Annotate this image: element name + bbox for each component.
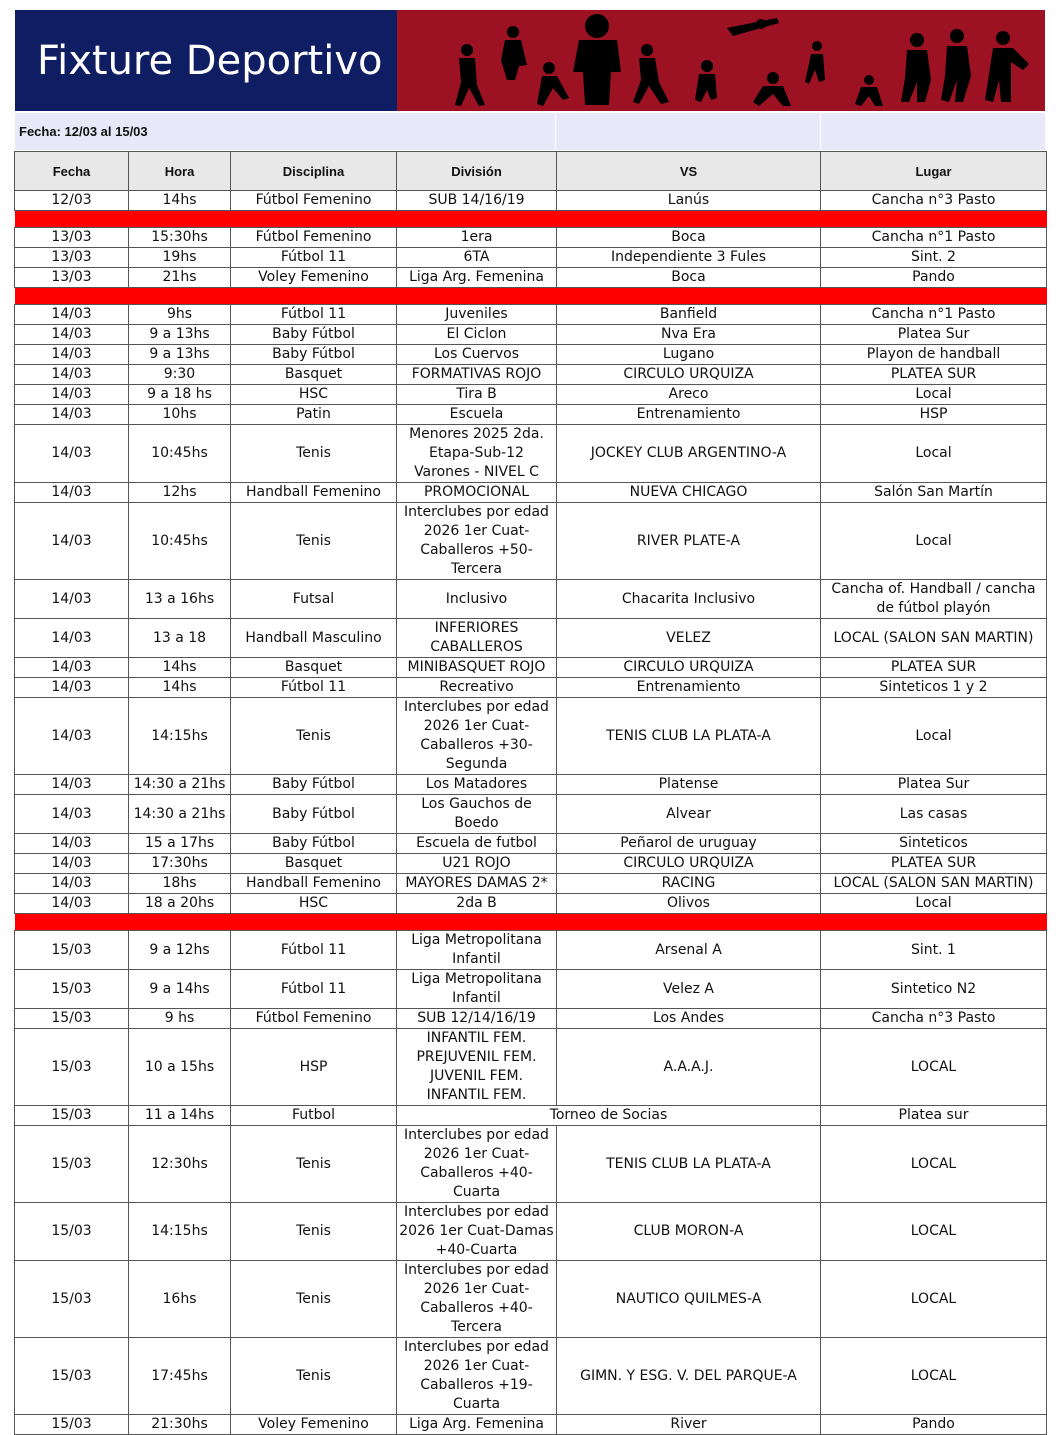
title-panel	[15, 10, 397, 111]
cell-hora: 10 a 15hs	[129, 1029, 231, 1106]
cell-vs: TENIS CLUB LA PLATA-A	[557, 1126, 821, 1203]
cell-lugar: LOCAL	[821, 1261, 1047, 1338]
cell-division: INFANTIL FEM. PREJUVENIL FEM. JUVENIL FEM. INFANTIL FEM.	[397, 1029, 557, 1106]
cell-fecha: 14/03	[15, 580, 129, 619]
cell-division: 2da B	[397, 894, 557, 914]
cell-hora: 9 a 13hs	[129, 325, 231, 345]
cell-hora: 12:30hs	[129, 1126, 231, 1203]
cell-disciplina: Fútbol 11	[231, 248, 397, 268]
cell-hora: 10:45hs	[129, 425, 231, 483]
date-row-spacer	[556, 113, 821, 150]
cell-lugar: Local	[821, 698, 1047, 775]
cell-division: Escuela de futbol	[397, 834, 557, 854]
cell-lugar: Sint. 1	[821, 931, 1047, 970]
cell-vs: Platense	[557, 775, 821, 795]
cell-hora: 14:15hs	[129, 698, 231, 775]
cell-fecha: 15/03	[15, 1415, 129, 1435]
cell-disciplina: Tenis	[231, 1203, 397, 1261]
table-row	[15, 248, 1047, 268]
cell-hora: 21hs	[129, 268, 231, 288]
table-row	[15, 894, 1047, 914]
cell-hora: 14hs	[129, 191, 231, 211]
table-row	[15, 268, 1047, 288]
table-row	[15, 425, 1047, 483]
cell-lugar: LOCAL	[821, 1126, 1047, 1203]
cell-lugar: Sint. 2	[821, 248, 1047, 268]
cell-lugar: HSP	[821, 405, 1047, 425]
cell-disciplina: Fútbol Femenino	[231, 1009, 397, 1029]
cell-vs: Boca	[557, 228, 821, 248]
cell-division: 1era	[397, 228, 557, 248]
cell-vs: Entrenamiento	[557, 405, 821, 425]
table-row	[15, 191, 1047, 211]
page-title: Fixture Deportivo	[37, 37, 383, 84]
table-row	[15, 775, 1047, 795]
cell-disciplina: Baby Fútbol	[231, 834, 397, 854]
cell-vs: CLUB MORON-A	[557, 1203, 821, 1261]
cell-disciplina: Handball Femenino	[231, 483, 397, 503]
cell-hora: 9 a 13hs	[129, 345, 231, 365]
cell-fecha: 15/03	[15, 931, 129, 970]
cell-vs: GIMN. Y ESG. V. DEL PARQUE-A	[557, 1338, 821, 1415]
cell-vs: Entrenamiento	[557, 678, 821, 698]
cell-hora: 14hs	[129, 658, 231, 678]
cell-vs: RIVER PLATE-A	[557, 503, 821, 580]
cell-division: El Ciclon	[397, 325, 557, 345]
cell-disciplina: Tenis	[231, 1126, 397, 1203]
cell-division: U21 ROJO	[397, 854, 557, 874]
cell-fecha: 14/03	[15, 834, 129, 854]
cell-vs: Nva Era	[557, 325, 821, 345]
cell-lugar: Las casas	[821, 795, 1047, 834]
cell-fecha: 13/03	[15, 268, 129, 288]
cell-fecha: 14/03	[15, 385, 129, 405]
cell-disciplina: Patin	[231, 405, 397, 425]
cell-division: Inclusivo	[397, 580, 557, 619]
cell-vs: Peñarol de uruguay	[557, 834, 821, 854]
athletes-silhouettes-image	[397, 10, 1045, 111]
cell-vs: River	[557, 1415, 821, 1435]
cell-lugar: Sinteticos	[821, 834, 1047, 854]
cell-lugar: PLATEA SUR	[821, 658, 1047, 678]
cell-hora: 9 a 12hs	[129, 931, 231, 970]
cell-vs: Banfield	[557, 305, 821, 325]
cell-disciplina: Baby Fútbol	[231, 795, 397, 834]
table-row	[15, 365, 1047, 385]
cell-vs: Boca	[557, 268, 821, 288]
cell-division: SUB 14/16/19	[397, 191, 557, 211]
table-row	[15, 1029, 1047, 1106]
cell-disciplina: Fútbol 11	[231, 305, 397, 325]
cell-division: Los Gauchos de Boedo	[397, 795, 557, 834]
cell-fecha: 15/03	[15, 1261, 129, 1338]
cell-fecha: 14/03	[15, 345, 129, 365]
date-range-label: Fecha: 12/03 al 15/03	[15, 113, 556, 150]
table-row	[15, 1009, 1047, 1029]
table-body	[15, 191, 1047, 1435]
cell-lugar: Playon de handball	[821, 345, 1047, 365]
fixture-table	[14, 151, 1047, 1435]
table-row	[15, 795, 1047, 834]
cell-hora: 21:30hs	[129, 1415, 231, 1435]
cell-division: INFERIORES CABALLEROS	[397, 619, 557, 658]
cell-division: FORMATIVAS ROJO	[397, 365, 557, 385]
cell-disciplina: Voley Femenino	[231, 1415, 397, 1435]
column-header-disciplina: Disciplina	[231, 152, 397, 191]
cell-fecha: 14/03	[15, 305, 129, 325]
cell-hora: 19hs	[129, 248, 231, 268]
cell-vs: TENIS CLUB LA PLATA-A	[557, 698, 821, 775]
cell-disciplina: Futbol	[231, 1106, 397, 1126]
column-header-lugar: Lugar	[821, 152, 1047, 191]
cell-lugar: Pando	[821, 1415, 1047, 1435]
table-row	[15, 698, 1047, 775]
cell-fecha: 15/03	[15, 1029, 129, 1106]
cell-lugar: Cancha n°1 Pasto	[821, 228, 1047, 248]
cell-fecha: 14/03	[15, 795, 129, 834]
cell-fecha: 14/03	[15, 775, 129, 795]
table-row	[15, 931, 1047, 970]
table-row	[15, 580, 1047, 619]
column-header-vs: VS	[557, 152, 821, 191]
cell-division: Interclubes por edad 2026 1er Cuat-Caballeros +50-Tercera	[397, 503, 557, 580]
table-row	[15, 228, 1047, 248]
cell-lugar: Platea Sur	[821, 325, 1047, 345]
cell-disciplina: HSC	[231, 385, 397, 405]
day-separator-row	[15, 914, 1047, 931]
cell-hora: 9:30	[129, 365, 231, 385]
cell-division: Interclubes por edad 2026 1er Cuat-Caballeros +30-Segunda	[397, 698, 557, 775]
cell-disciplina: Baby Fútbol	[231, 345, 397, 365]
cell-disciplina: Tenis	[231, 698, 397, 775]
cell-disciplina: Basquet	[231, 854, 397, 874]
cell-fecha: 14/03	[15, 698, 129, 775]
cell-division: Liga Metropolitana Infantil	[397, 931, 557, 970]
table-row	[15, 1126, 1047, 1203]
cell-lugar: Platea sur	[821, 1106, 1047, 1126]
cell-fecha: 14/03	[15, 503, 129, 580]
cell-fecha: 13/03	[15, 228, 129, 248]
cell-division: Juveniles	[397, 305, 557, 325]
cell-fecha: 14/03	[15, 894, 129, 914]
cell-lugar: Local	[821, 894, 1047, 914]
cell-fecha: 14/03	[15, 874, 129, 894]
cell-division: Los Cuervos	[397, 345, 557, 365]
cell-lugar: Cancha n°3 Pasto	[821, 191, 1047, 211]
cell-hora: 14:30 a 21hs	[129, 795, 231, 834]
cell-vs: CIRCULO URQUIZA	[557, 854, 821, 874]
cell-lugar: LOCAL	[821, 1029, 1047, 1106]
cell-vs: Los Andes	[557, 1009, 821, 1029]
cell-hora: 14:15hs	[129, 1203, 231, 1261]
cell-vs: VELEZ	[557, 619, 821, 658]
sports-silhouettes-icon	[397, 10, 1045, 111]
cell-vs: Alvear	[557, 795, 821, 834]
cell-hora: 9 a 14hs	[129, 970, 231, 1009]
cell-vs: NUEVA CHICAGO	[557, 483, 821, 503]
cell-lugar: Local	[821, 503, 1047, 580]
cell-hora: 9hs	[129, 305, 231, 325]
cell-division: Los Matadores	[397, 775, 557, 795]
cell-division: Liga Arg. Femenina	[397, 1415, 557, 1435]
table-row	[15, 619, 1047, 658]
cell-disciplina: HSP	[231, 1029, 397, 1106]
cell-disciplina: HSC	[231, 894, 397, 914]
table-row	[15, 325, 1047, 345]
cell-disciplina: Tenis	[231, 503, 397, 580]
cell-lugar: Salón San Martín	[821, 483, 1047, 503]
cell-division: MINIBASQUET ROJO	[397, 658, 557, 678]
table-row	[15, 385, 1047, 405]
cell-disciplina: Fútbol 11	[231, 970, 397, 1009]
cell-division: 6TA	[397, 248, 557, 268]
cell-vs: Velez A	[557, 970, 821, 1009]
table-row	[15, 854, 1047, 874]
cell-disciplina: Basquet	[231, 658, 397, 678]
cell-division: SUB 12/14/16/19	[397, 1009, 557, 1029]
cell-disciplina: Tenis	[231, 1261, 397, 1338]
cell-vs: Olivos	[557, 894, 821, 914]
cell-vs: NAUTICO QUILMES-A	[557, 1261, 821, 1338]
day-separator-row	[15, 211, 1047, 228]
table-row	[15, 1261, 1047, 1338]
cell-lugar: LOCAL (SALON SAN MARTIN)	[821, 619, 1047, 658]
cell-disciplina: Voley Femenino	[231, 268, 397, 288]
day-separator	[15, 914, 1047, 931]
cell-division: Interclubes por edad 2026 1er Cuat-Damas +40-Cuarta	[397, 1203, 557, 1261]
cell-disciplina: Fútbol 11	[231, 931, 397, 970]
cell-vs: RACING	[557, 874, 821, 894]
cell-disciplina: Baby Fútbol	[231, 775, 397, 795]
cell-hora: 16hs	[129, 1261, 231, 1338]
cell-vs: Independiente 3 Fules	[557, 248, 821, 268]
cell-disciplina: Baby Fútbol	[231, 325, 397, 345]
cell-fecha: 15/03	[15, 1203, 129, 1261]
cell-disciplina: Futsal	[231, 580, 397, 619]
table-header-row	[15, 152, 1047, 191]
cell-vs: A.A.A.J.	[557, 1029, 821, 1106]
table-row	[15, 1415, 1047, 1435]
cell-lugar: Local	[821, 425, 1047, 483]
table-row	[15, 1106, 1047, 1126]
day-separator-row	[15, 288, 1047, 305]
cell-vs: Lanús	[557, 191, 821, 211]
cell-hora: 10hs	[129, 405, 231, 425]
cell-division: Menores 2025 2da. Etapa-Sub-12 Varones - NIVEL C	[397, 425, 557, 483]
column-header-hora: Hora	[129, 152, 231, 191]
cell-fecha: 14/03	[15, 425, 129, 483]
cell-division: Interclubes por edad 2026 1er Cuat-Caballeros +19-Cuarta	[397, 1338, 557, 1415]
cell-lugar: Platea Sur	[821, 775, 1047, 795]
cell-disciplina: Handball Femenino	[231, 874, 397, 894]
table-row	[15, 483, 1047, 503]
cell-lugar: LOCAL	[821, 1338, 1047, 1415]
cell-hora: 18hs	[129, 874, 231, 894]
cell-disciplina: Basquet	[231, 365, 397, 385]
table-row	[15, 874, 1047, 894]
cell-lugar: Sintetico N2	[821, 970, 1047, 1009]
cell-fecha: 14/03	[15, 658, 129, 678]
cell-vs: CIRCULO URQUIZA	[557, 365, 821, 385]
cell-lugar: LOCAL (SALON SAN MARTIN)	[821, 874, 1047, 894]
cell-hora: 12hs	[129, 483, 231, 503]
cell-division: MAYORES DAMAS 2*	[397, 874, 557, 894]
cell-lugar: Pando	[821, 268, 1047, 288]
cell-lugar: Sinteticos 1 y 2	[821, 678, 1047, 698]
cell-disciplina: Tenis	[231, 425, 397, 483]
table-row	[15, 1203, 1047, 1261]
cell-fecha: 15/03	[15, 1126, 129, 1203]
column-header-fecha: Fecha	[15, 152, 129, 191]
table-row	[15, 1338, 1047, 1415]
cell-vs: JOCKEY CLUB ARGENTINO-A	[557, 425, 821, 483]
cell-division-vs: Torneo de Socias	[397, 1106, 821, 1126]
cell-fecha: 14/03	[15, 854, 129, 874]
cell-hora: 9 hs	[129, 1009, 231, 1029]
cell-fecha: 14/03	[15, 325, 129, 345]
cell-fecha: 14/03	[15, 405, 129, 425]
cell-hora: 10:45hs	[129, 503, 231, 580]
table-row	[15, 503, 1047, 580]
table-row	[15, 658, 1047, 678]
cell-fecha: 12/03	[15, 191, 129, 211]
cell-hora: 17:30hs	[129, 854, 231, 874]
cell-hora: 15:30hs	[129, 228, 231, 248]
cell-hora: 13 a 16hs	[129, 580, 231, 619]
cell-disciplina: Fútbol Femenino	[231, 191, 397, 211]
day-separator	[15, 288, 1047, 305]
cell-division: PROMOCIONAL	[397, 483, 557, 503]
cell-vs: Arsenal A	[557, 931, 821, 970]
cell-disciplina: Handball Masculino	[231, 619, 397, 658]
cell-lugar: Cancha of. Handball / cancha de fútbol playón	[821, 580, 1047, 619]
cell-hora: 15 a 17hs	[129, 834, 231, 854]
cell-division: Tira B	[397, 385, 557, 405]
table-row	[15, 345, 1047, 365]
table-row	[15, 678, 1047, 698]
cell-hora: 14:30 a 21hs	[129, 775, 231, 795]
cell-disciplina: Fútbol Femenino	[231, 228, 397, 248]
cell-lugar: Local	[821, 385, 1047, 405]
cell-fecha: 15/03	[15, 1338, 129, 1415]
cell-lugar: Cancha n°3 Pasto	[821, 1009, 1047, 1029]
cell-fecha: 14/03	[15, 678, 129, 698]
cell-vs: CIRCULO URQUIZA	[557, 658, 821, 678]
cell-division: Recreativo	[397, 678, 557, 698]
cell-fecha: 14/03	[15, 619, 129, 658]
cell-division: Escuela	[397, 405, 557, 425]
cell-fecha: 15/03	[15, 1009, 129, 1029]
table-row	[15, 405, 1047, 425]
cell-lugar: PLATEA SUR	[821, 854, 1047, 874]
cell-lugar: LOCAL	[821, 1203, 1047, 1261]
cell-hora: 11 a 14hs	[129, 1106, 231, 1126]
cell-fecha: 13/03	[15, 248, 129, 268]
table-row	[15, 970, 1047, 1009]
cell-fecha: 14/03	[15, 483, 129, 503]
cell-lugar: Cancha n°1 Pasto	[821, 305, 1047, 325]
cell-division: Liga Arg. Femenina	[397, 268, 557, 288]
cell-division: Interclubes por edad 2026 1er Cuat-Caballeros +40-Tercera	[397, 1261, 557, 1338]
cell-hora: 9 a 18 hs	[129, 385, 231, 405]
cell-hora: 17:45hs	[129, 1338, 231, 1415]
cell-vs: Chacarita Inclusivo	[557, 580, 821, 619]
column-header-division: División	[397, 152, 557, 191]
header-banner	[15, 10, 1045, 111]
cell-disciplina: Fútbol 11	[231, 678, 397, 698]
cell-vs: Areco	[557, 385, 821, 405]
cell-hora: 13 a 18	[129, 619, 231, 658]
cell-disciplina: Tenis	[231, 1338, 397, 1415]
day-separator	[15, 211, 1047, 228]
cell-division: Liga Metropolitana Infantil	[397, 970, 557, 1009]
date-range-row	[15, 113, 1045, 150]
table-row	[15, 834, 1047, 854]
cell-hora: 18 a 20hs	[129, 894, 231, 914]
cell-hora: 14hs	[129, 678, 231, 698]
cell-division: Interclubes por edad 2026 1er Cuat-Caballeros +40-Cuarta	[397, 1126, 557, 1203]
table-row	[15, 305, 1047, 325]
cell-fecha: 15/03	[15, 1106, 129, 1126]
cell-fecha: 14/03	[15, 365, 129, 385]
cell-fecha: 15/03	[15, 970, 129, 1009]
cell-vs: Lugano	[557, 345, 821, 365]
cell-lugar: PLATEA SUR	[821, 365, 1047, 385]
